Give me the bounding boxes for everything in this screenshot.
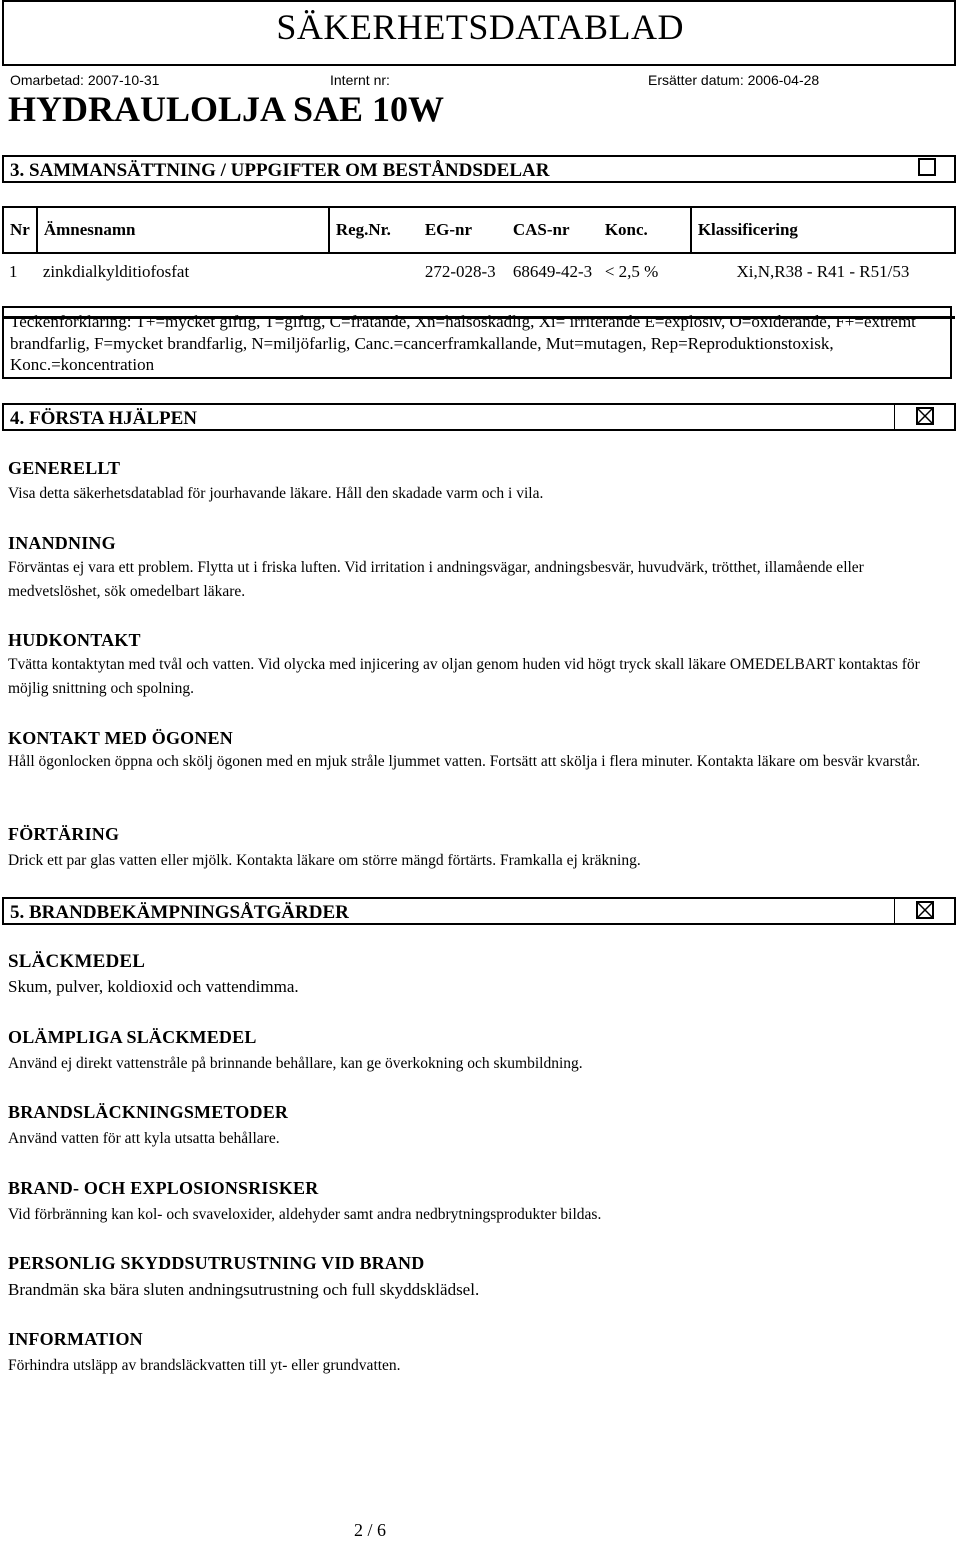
col-cas: CAS-nr xyxy=(507,207,599,253)
text-fortaring: Drick ett par glas vatten eller mjölk. Kontakta läkare om större mängd förtärts. Framkalla ej kräkning. xyxy=(8,852,641,869)
section-3-empty-checkbox-icon xyxy=(918,158,936,176)
section-4-checked-box-icon xyxy=(916,407,934,425)
text-ogon: Håll ögonlocken öppna och skölj ögonen med en mjuk stråle ljummet vatten. Fortsätt att skölja i flera minuter. Kontakta läkare om besvär kvarstår. xyxy=(8,753,921,770)
composition-table xyxy=(2,206,956,319)
cell-name: zinkdialkylditiofosfat xyxy=(42,262,190,281)
legend-text: Teckenförklaring: T+=mycket giftig, T=giftig, C=frätande, Xn=hälsoskadlig, Xi= irriterande E=explosiv, O=oxiderande, F+=extremt brandfarlig, F=mycket brandfarlig, N=miljöfarlig, Canc.=cancerframkallande, Mut=mutagen, Rep=Reproduktionstoxisk, Konc.=koncentration xyxy=(2,306,952,379)
heading-risker: BRAND- OCH EXPLOSIONSRISKER xyxy=(8,1178,319,1198)
col-reg: Reg.Nr. xyxy=(329,207,419,253)
composition-header-row xyxy=(3,207,955,253)
cell-cas: 68649-42-3 xyxy=(512,262,593,281)
text-risker: Vid förbränning kan kol- och svaveloxider, aldehyder samt andra nedbrytningsprodukter bildas. xyxy=(8,1206,602,1223)
section-3-title: 3. SAMMANSÄTTNING / UPPGIFTER OM BESTÅNDSDELAR xyxy=(10,160,550,181)
cell-nr: 1 xyxy=(9,262,18,281)
heading-ogon: KONTAKT MED ÖGONEN xyxy=(8,728,233,748)
col-name: Ämnesnamn xyxy=(37,207,329,253)
text-olampliga: Använd ej direkt vattenstråle på brinnande behållare, kan ge överkokning och skumbildning. xyxy=(8,1055,583,1072)
text-slackmedel: Skum, pulver, koldioxid och vattendimma. xyxy=(8,977,299,996)
text-inandning: Förväntas ej vara ett problem. Flytta ut i friska luften. Vid irritation i andningsvägar, andningsbesvär, huvudvärk, trötthet, illamående eller medvetslöshet, sök omedelbart läkare. xyxy=(8,559,864,600)
heading-metoder: BRANDSLÄCKNINGSMETODER xyxy=(8,1102,289,1122)
section-3-header xyxy=(2,155,956,183)
document-title: SÄKERHETSDATABLAD xyxy=(276,7,684,47)
text-generellt: Visa detta säkerhetsdatablad för jourhavande läkare. Håll den skadade varm och i vila. xyxy=(8,485,544,502)
section-4-header xyxy=(2,403,956,431)
col-eg: EG-nr xyxy=(419,207,507,253)
text-hudkontakt: Tvätta kontaktytan med tvål och vatten. Vid olycka med injicering av oljan genom huden vid högt tryck skall läkare OMEDELBART kontaktas för möjlig snittning och spolning. xyxy=(8,656,920,697)
col-nr: Nr xyxy=(3,207,37,253)
cell-klass: Xi,N,R38 - R41 - R51/53 xyxy=(736,262,910,281)
col-klass: Klassificering xyxy=(691,207,955,253)
cell-eg: 272-028-3 xyxy=(424,262,496,281)
text-metoder: Använd vatten för att kyla utsatta behållare. xyxy=(8,1130,280,1147)
revised-date: Omarbetad: 2007-10-31 xyxy=(10,72,160,88)
heading-slackmedel: SLÄCKMEDEL xyxy=(8,951,146,972)
heading-inandning: INANDNING xyxy=(8,533,116,553)
section-4-divider xyxy=(894,405,895,429)
heading-generellt: GENERELLT xyxy=(8,458,121,478)
section-5-header xyxy=(2,897,956,925)
heading-hudkontakt: HUDKONTAKT xyxy=(8,630,141,650)
section-4-title: 4. FÖRSTA HJÄLPEN xyxy=(10,408,198,429)
cell-konc: < 2,5 % xyxy=(604,262,659,281)
heading-information: INFORMATION xyxy=(8,1329,143,1349)
internal-number: Internt nr: xyxy=(330,72,390,88)
heading-skyddsutrustning: PERSONLIG SKYDDSUTRUSTNING VID BRAND xyxy=(8,1253,425,1273)
product-name: HYDRAULOLJA SAE 10W xyxy=(8,89,445,129)
document-title-box xyxy=(2,0,956,66)
page-number: 2 / 6 xyxy=(354,1520,387,1540)
heading-olampliga: OLÄMPLIGA SLÄCKMEDEL xyxy=(8,1027,257,1047)
text-information: Förhindra utsläpp av brandsläckvatten till yt- eller grundvatten. xyxy=(8,1357,401,1374)
heading-fortaring: FÖRTÄRING xyxy=(8,824,120,844)
text-skyddsutrustning: Brandmän ska bära sluten andningsutrustning och full skyddsklädsel. xyxy=(8,1280,480,1299)
section-5-checked-box-icon xyxy=(916,901,934,919)
section-5-divider xyxy=(894,899,895,923)
replaces-date: Ersätter datum: 2006-04-28 xyxy=(648,72,820,88)
section-5-title: 5. BRANDBEKÄMPNINGSÅTGÄRDER xyxy=(10,902,349,923)
col-konc: Konc. xyxy=(599,207,691,253)
